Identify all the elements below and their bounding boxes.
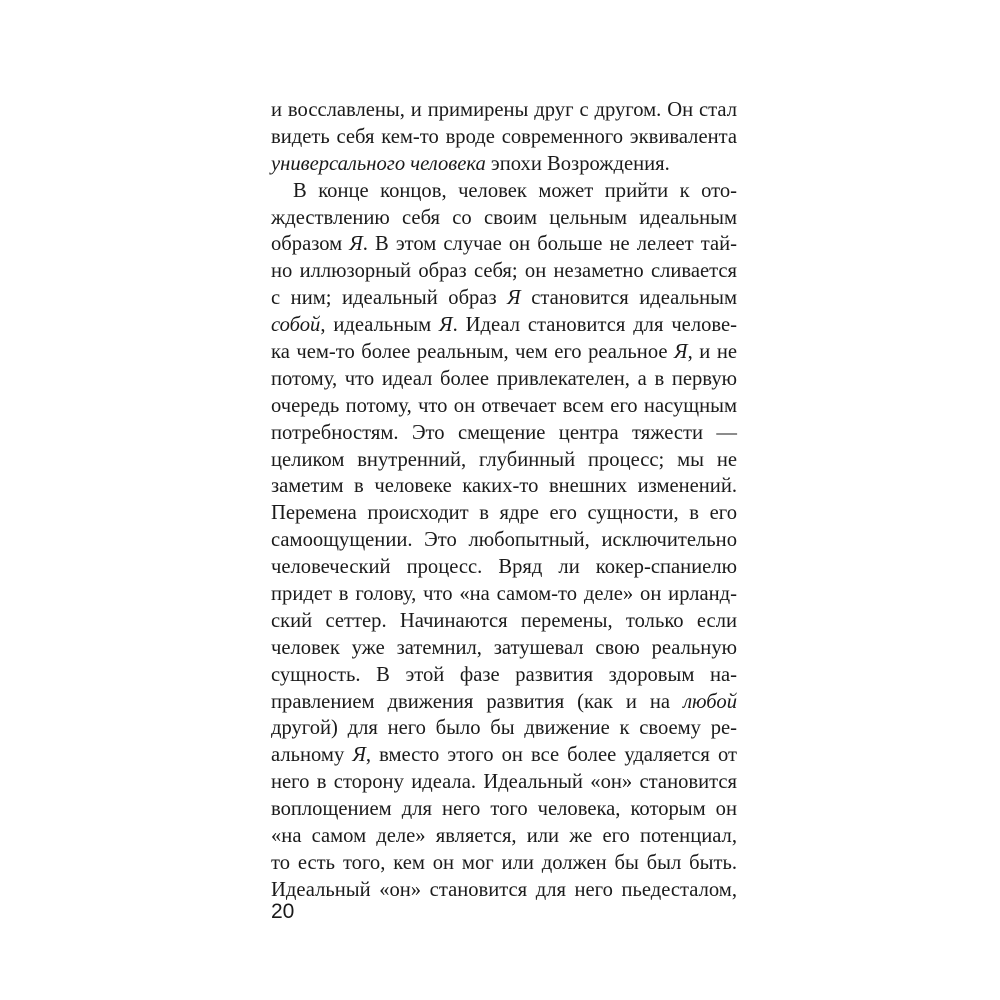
text-line: [271, 769, 737, 796]
text-line: [271, 473, 737, 500]
text-segment: ждествлению себя со своим цельным идеальным: [271, 206, 737, 229]
text-segment: другой) для него было бы движение к своему ре-: [271, 717, 737, 740]
text-line: [271, 635, 737, 662]
italic-text: универсального человека: [271, 152, 486, 175]
text-line: [271, 689, 737, 716]
text-segment: . В этом случае он больше не лелеет тай-: [362, 233, 738, 256]
text-line: [271, 285, 737, 312]
text-segment: ка чем-то более реальным, чем его реальное: [271, 341, 675, 364]
text-segment: то есть того, кем он мог или должен бы был быть.: [271, 851, 737, 874]
text-line: [271, 877, 737, 904]
text-segment: Идеальный «он» становится для него пьедесталом,: [271, 878, 737, 901]
italic-text: Я: [507, 287, 521, 310]
text-segment: но иллюзорный образ себя; он незаметно сливается: [271, 260, 737, 283]
text-segment: Перемена происходит в ядре его сущности, в его: [271, 502, 737, 525]
text-segment: с ним; идеальный образ: [271, 287, 508, 310]
text-segment: В конце концов, человек может прийти к ото-: [293, 179, 737, 202]
italic-text: Я: [674, 341, 688, 364]
text-segment: человеческий процесс. Вряд ли кокер-спаниелю: [271, 556, 737, 579]
text-segment: очередь потому, что он отвечает всем его насущным: [271, 394, 737, 417]
italic-text: собой: [271, 314, 321, 337]
italic-text: Я: [349, 233, 363, 256]
text-line: [271, 662, 737, 689]
text-segment: эпохи Возрождения.: [485, 152, 670, 175]
text-line: [271, 339, 737, 366]
text-segment: потому, что идеал более привлекателен, а в первую: [271, 367, 737, 390]
text-segment: . Идеал становится для челове-: [452, 314, 737, 337]
text-line: [271, 608, 737, 635]
text-segment: , вместо этого он все более удаляется от: [365, 744, 737, 767]
text-segment: придет в голову, что «на самом-то деле» он ирланд-: [271, 583, 737, 606]
text-segment: , и не: [687, 341, 737, 364]
text-line: [271, 312, 737, 339]
text-line: [271, 850, 737, 877]
italic-text: любой: [683, 690, 737, 713]
text-line: [271, 500, 737, 527]
text-line: [271, 205, 737, 232]
text-line: [271, 581, 737, 608]
text-segment: потребностям. Это смещение центра тяжести —: [271, 421, 737, 444]
text-segment: альному: [271, 744, 353, 767]
text-segment: «на самом деле» является, или же его потенциал,: [271, 825, 737, 848]
text-line: [271, 231, 737, 258]
text-segment: правлением движения развития (как и на: [271, 690, 684, 713]
text-segment: человек уже затемнил, затушевал свою реальную: [271, 636, 737, 659]
text-segment: самоощущении. Это любопытный, исключительно: [271, 529, 737, 552]
text-line: [271, 554, 737, 581]
text-line: [271, 823, 737, 850]
text-line: [271, 796, 737, 823]
italic-text: Я: [352, 744, 366, 767]
text-segment: ский сеттер. Начинаются перемены, только если: [271, 609, 737, 632]
text-line: [271, 742, 737, 769]
text-segment: воплощением для него того человека, которым он: [271, 798, 737, 821]
text-segment: него в сторону идеала. Идеальный «он» становится: [271, 771, 737, 794]
text-line: [271, 447, 737, 474]
text-line: [271, 366, 737, 393]
text-line: [271, 124, 737, 151]
text-line: [271, 715, 737, 742]
text-line: [271, 97, 737, 124]
text-line: [271, 393, 737, 420]
italic-text: Я: [439, 314, 453, 337]
text-line: [271, 527, 737, 554]
text-segment: , идеальным: [320, 314, 440, 337]
text-line: [271, 178, 737, 205]
text-segment: и восславлены, и примирены друг с другом. Он стал: [271, 99, 737, 121]
text-segment: целиком внутренний, глубинный процесс; мы не: [271, 448, 737, 471]
text-line: [271, 420, 737, 447]
text-segment: сущность. В этой фазе развития здоровым на-: [271, 663, 737, 686]
text-segment: образом: [271, 233, 350, 256]
text-line: [271, 258, 737, 285]
text-segment: заметим в человеке каких-то внешних изменений.: [271, 475, 737, 498]
text-line: [271, 151, 737, 178]
text-segment: видеть себя кем-то вроде современного эквивалента: [271, 125, 737, 148]
page-number: 20: [271, 900, 295, 923]
text-segment: становится идеальным: [520, 287, 738, 310]
body-text: [271, 97, 737, 904]
